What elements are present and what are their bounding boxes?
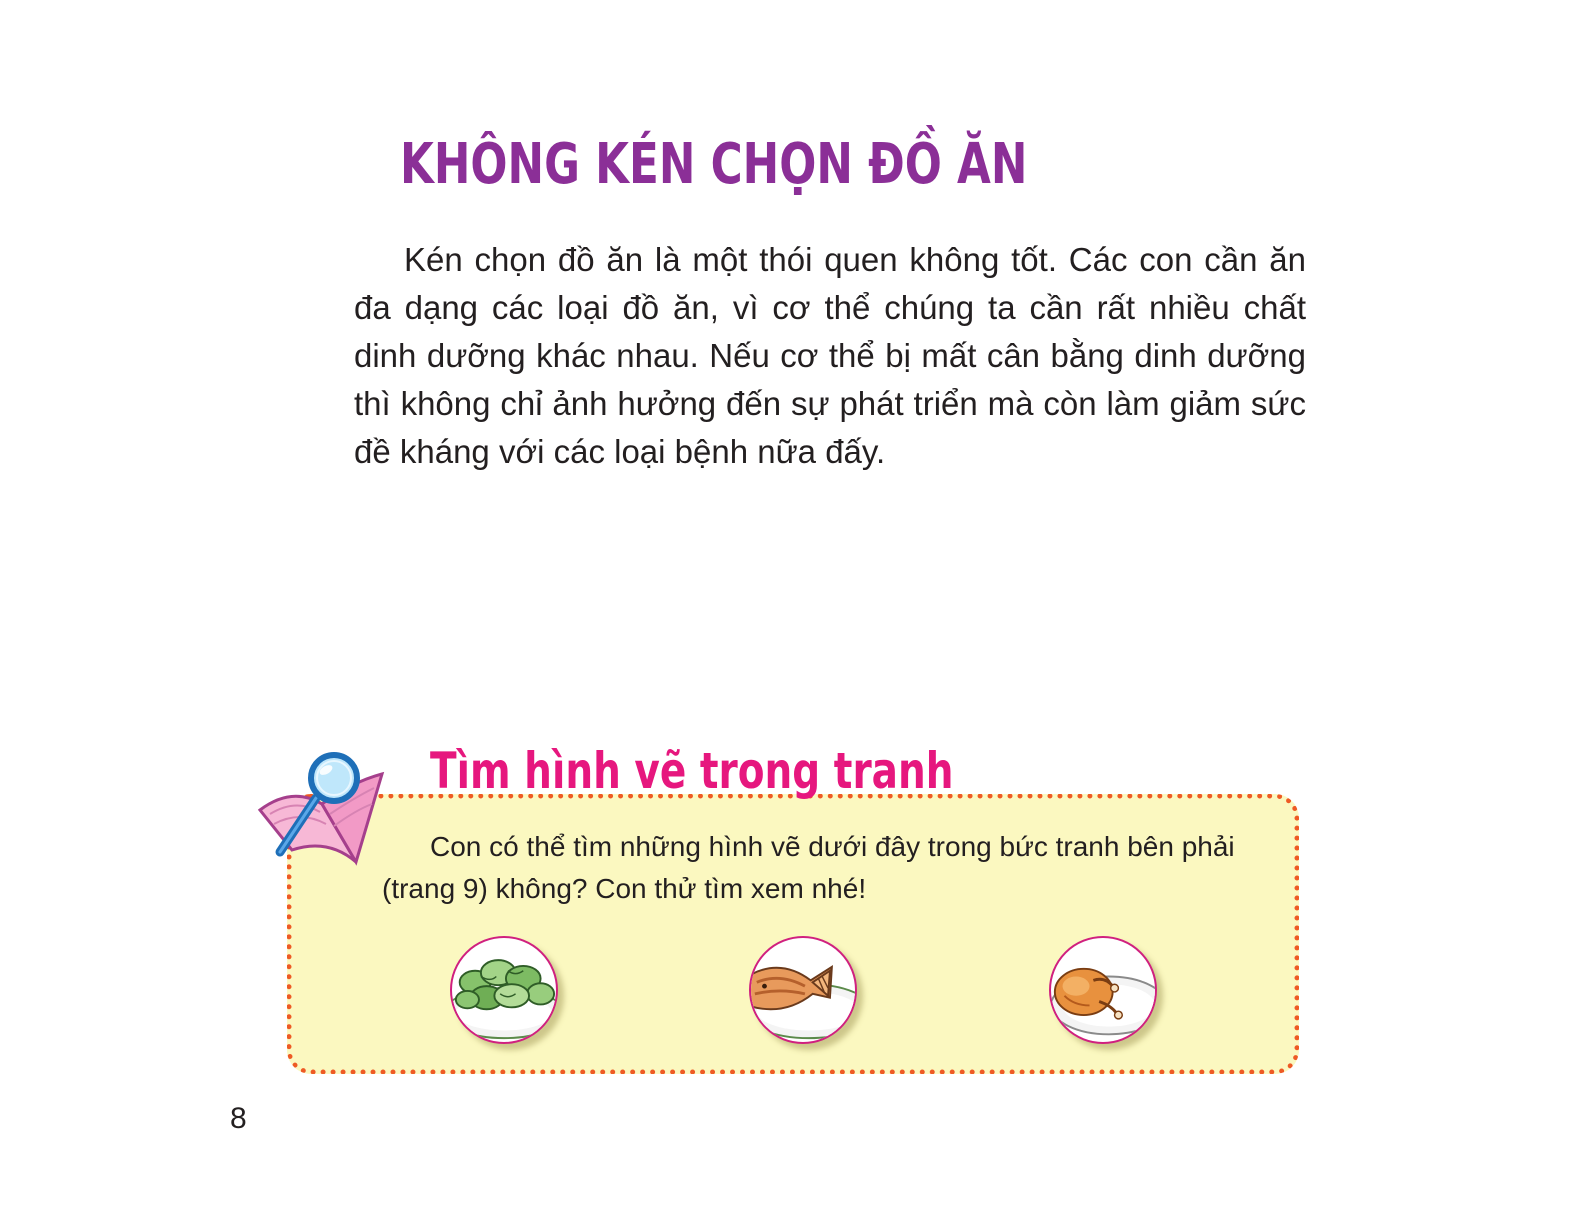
body-paragraph: Kén chọn đồ ăn là một thói quen không tốt. Các con cần ăn đa dạng các loại đồ ăn, vì cơ thể chúng ta cần rất nhiều chất dinh dưỡng khác nhau. Nếu cơ thể bị mất cân bằng dinh dưỡng thì không chỉ ảnh hưởng đến sự phát triển mà còn làm giảm sức đề kháng với các loại bệnh nữa đấy. [354, 241, 1306, 470]
roast-chicken-plate-icon [1049, 936, 1157, 1044]
page-title: KHÔNG KÉN CHỌN ĐỒ ĂN [400, 132, 1028, 197]
page-number: 8 [230, 1102, 247, 1135]
magnifier-book-icon [252, 752, 392, 870]
vegetable-plate-icon [450, 936, 558, 1044]
activity-title: Tìm hình vẽ trong tranh [430, 742, 954, 800]
fish-plate-icon [749, 936, 857, 1044]
activity-text: Con có thể tìm những hình vẽ dưới đây trong bức tranh bên phải (trang 9) không? Con thử tìm xem nhé! [382, 831, 1235, 904]
